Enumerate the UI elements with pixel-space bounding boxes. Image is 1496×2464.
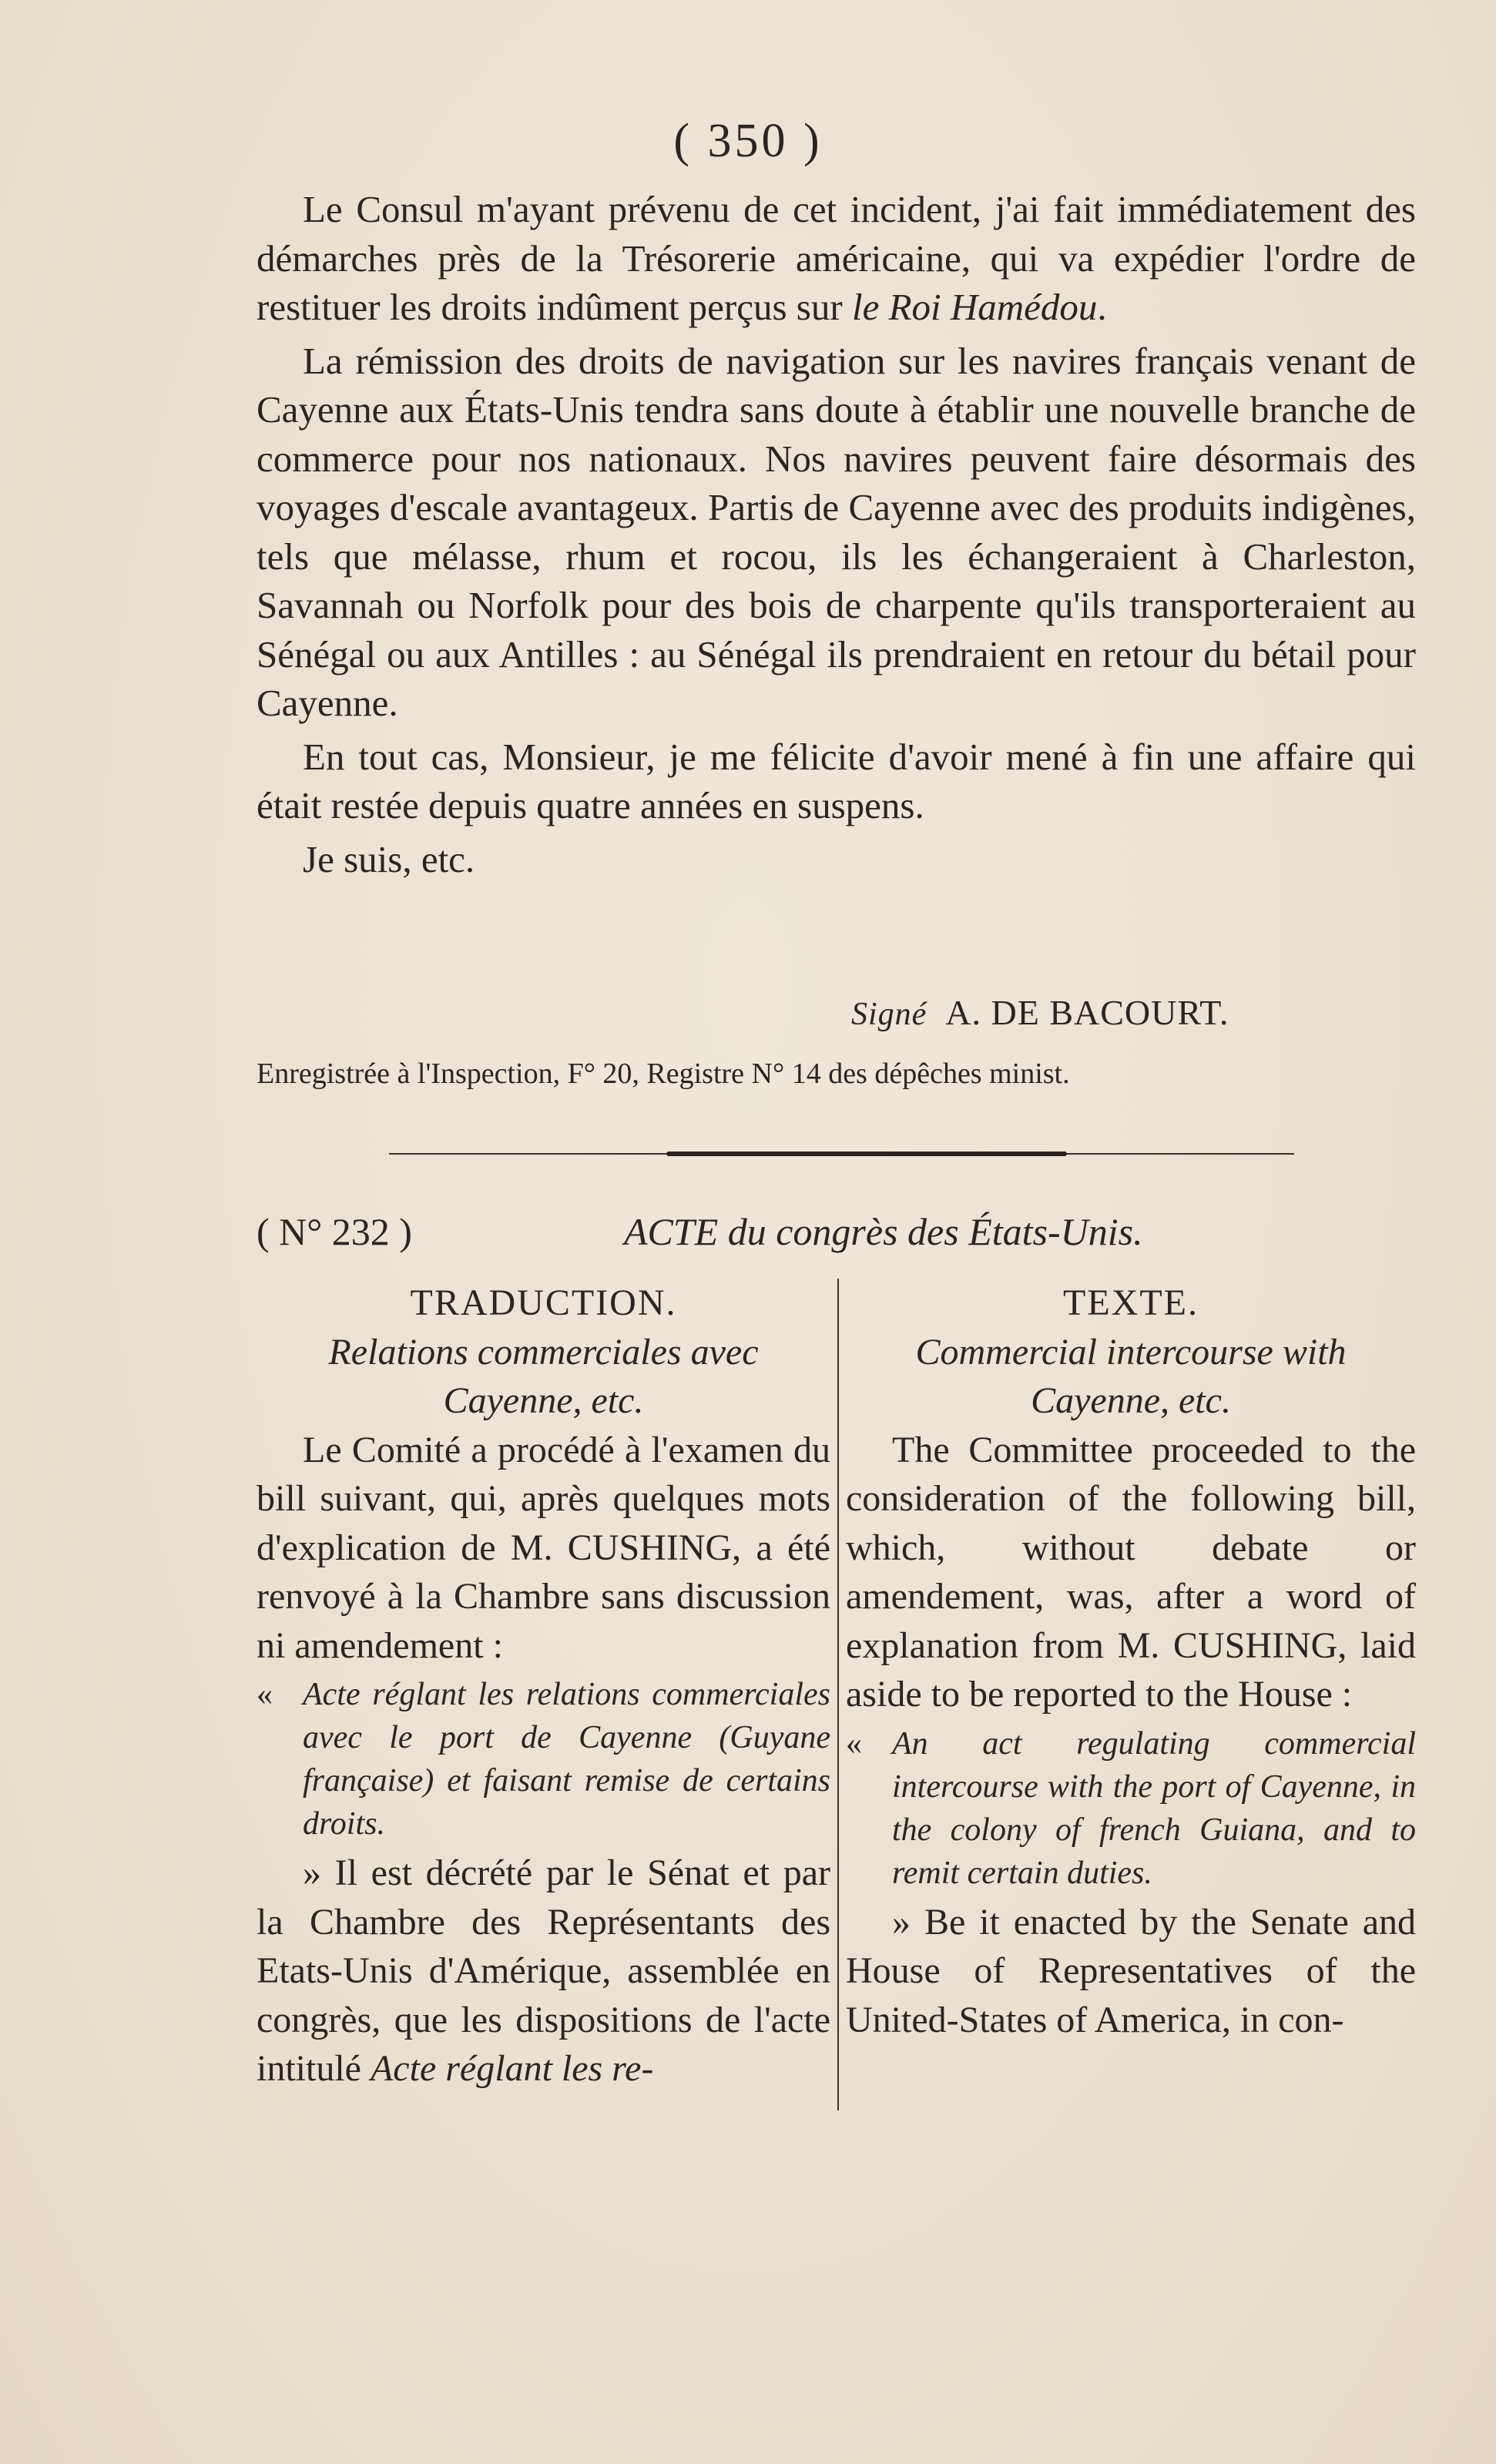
original-act-quote-text: An act regulating commercial intercourse with the port of Cayenne, in the colony of french Guiana, and to remit certain duties. bbox=[892, 1725, 1416, 1891]
signature-label: Signé bbox=[851, 997, 927, 1032]
translation-column bbox=[257, 1279, 830, 2094]
paragraph-consul-end: . bbox=[1097, 286, 1107, 328]
letter-body bbox=[257, 185, 1416, 883]
signature bbox=[851, 992, 1229, 1033]
original-heading: TEXTE. bbox=[1063, 1282, 1199, 1323]
paragraph-consul-text: Le Consul m'ayant prévenu de cet incident, j'ai fait immédiatement des démarches près de la Trésorerie américaine, qui va expédier l'ordre de restituer les droits indûment perçus sur bbox=[257, 188, 1416, 328]
translation-decree-text: Il est décrété par le Sénat et par la Chambre des Représentants des Etats-Unis d'Amérique, assemblée en congrès, que les dispositions de l'acte intitulé bbox=[257, 1852, 830, 2089]
translation-heading: TRADUCTION. bbox=[410, 1282, 677, 1323]
paragraph-closing: En tout cas, Monsieur, je me félicite d'avoir mené à fin une affaire qui était restée depuis quatre années en suspens. bbox=[257, 735, 1416, 826]
translation-intro: Le Comité a procédé à l'examen du bill suivant, qui, après quelques mots d'explication de M. CUSHING, a été renvoyé à la Chambre sans discussion ni amendement : bbox=[257, 1429, 830, 1666]
ship-name: le Roi Hamédou bbox=[851, 286, 1098, 328]
act-title: ACTE du congrès des États-Unis. bbox=[624, 1210, 1143, 1253]
original-text-column bbox=[846, 1279, 1416, 2044]
translation-act-quote-text: Acte réglant les relations commerciales avec le port de Cayenne (Guyane française) et faisant remise de certains droits. bbox=[303, 1677, 830, 1842]
original-decree-text: Be it enacted by the Senate and House of Representatives of the United-States of America, in con- bbox=[846, 1901, 1416, 2040]
translation-subheading: Relations commerciales avec Cayenne, etc. bbox=[328, 1331, 759, 1421]
paragraph-navigation: La rémission des droits de navigation sur les navires français venant de Cayenne aux États-Unis tendra sans doute à établir une nouvelle branche de commerce pour nos nationaux. Nos navires peuvent faire désormais des voyages d'escale avantageux. Partis de Cayenne avec des produits indigènes, tels que mélasse, rhum et rocou, ils les échangeraient à Charleston, Savannah ou Norfolk pour des bois de charpente qu'ils transporteraient au Sénégal ou aux Antilles : au Sénégal ils prendraient en retour du bétail pour Cayenne. bbox=[257, 339, 1416, 724]
decree-mark: » bbox=[892, 1901, 911, 1943]
original-intro: The Committee proceeded to the consideration of the following bill, which, without debate or amendement, was, after a word of explanation from M. CUSHING, laid aside to be reported to the House : bbox=[846, 1429, 1416, 1715]
translation-act-quote bbox=[257, 1673, 830, 1845]
quote-open-mark: « bbox=[257, 1677, 273, 1712]
column-divider bbox=[837, 1279, 839, 2110]
paragraph-consul bbox=[257, 185, 1416, 332]
act-number: ( N° 232 ) bbox=[257, 1210, 412, 1253]
signature-name: A. DE BACOURT. bbox=[945, 993, 1229, 1032]
original-act-quote bbox=[846, 1722, 1416, 1895]
original-subheading: Commercial intercourse with Cayenne, etc. bbox=[915, 1331, 1347, 1421]
original-decree bbox=[846, 1898, 1416, 2045]
registration-note: Enregistrée à l'Inspection, F° 20, Registre N° 14 des dépêches minist. bbox=[257, 1058, 1070, 1090]
paragraph-salutation: Je suis, etc. bbox=[303, 837, 475, 880]
quote-open-mark: « bbox=[846, 1725, 862, 1762]
page-number: ( 350 ) bbox=[673, 115, 823, 167]
section-divider bbox=[389, 1152, 1294, 1156]
translation-decree-italic: Acte réglant les re- bbox=[370, 2048, 654, 2089]
decree-mark: » bbox=[303, 1852, 321, 1893]
translation-decree bbox=[257, 1849, 830, 2094]
divider-thick-line bbox=[666, 1152, 1067, 1156]
